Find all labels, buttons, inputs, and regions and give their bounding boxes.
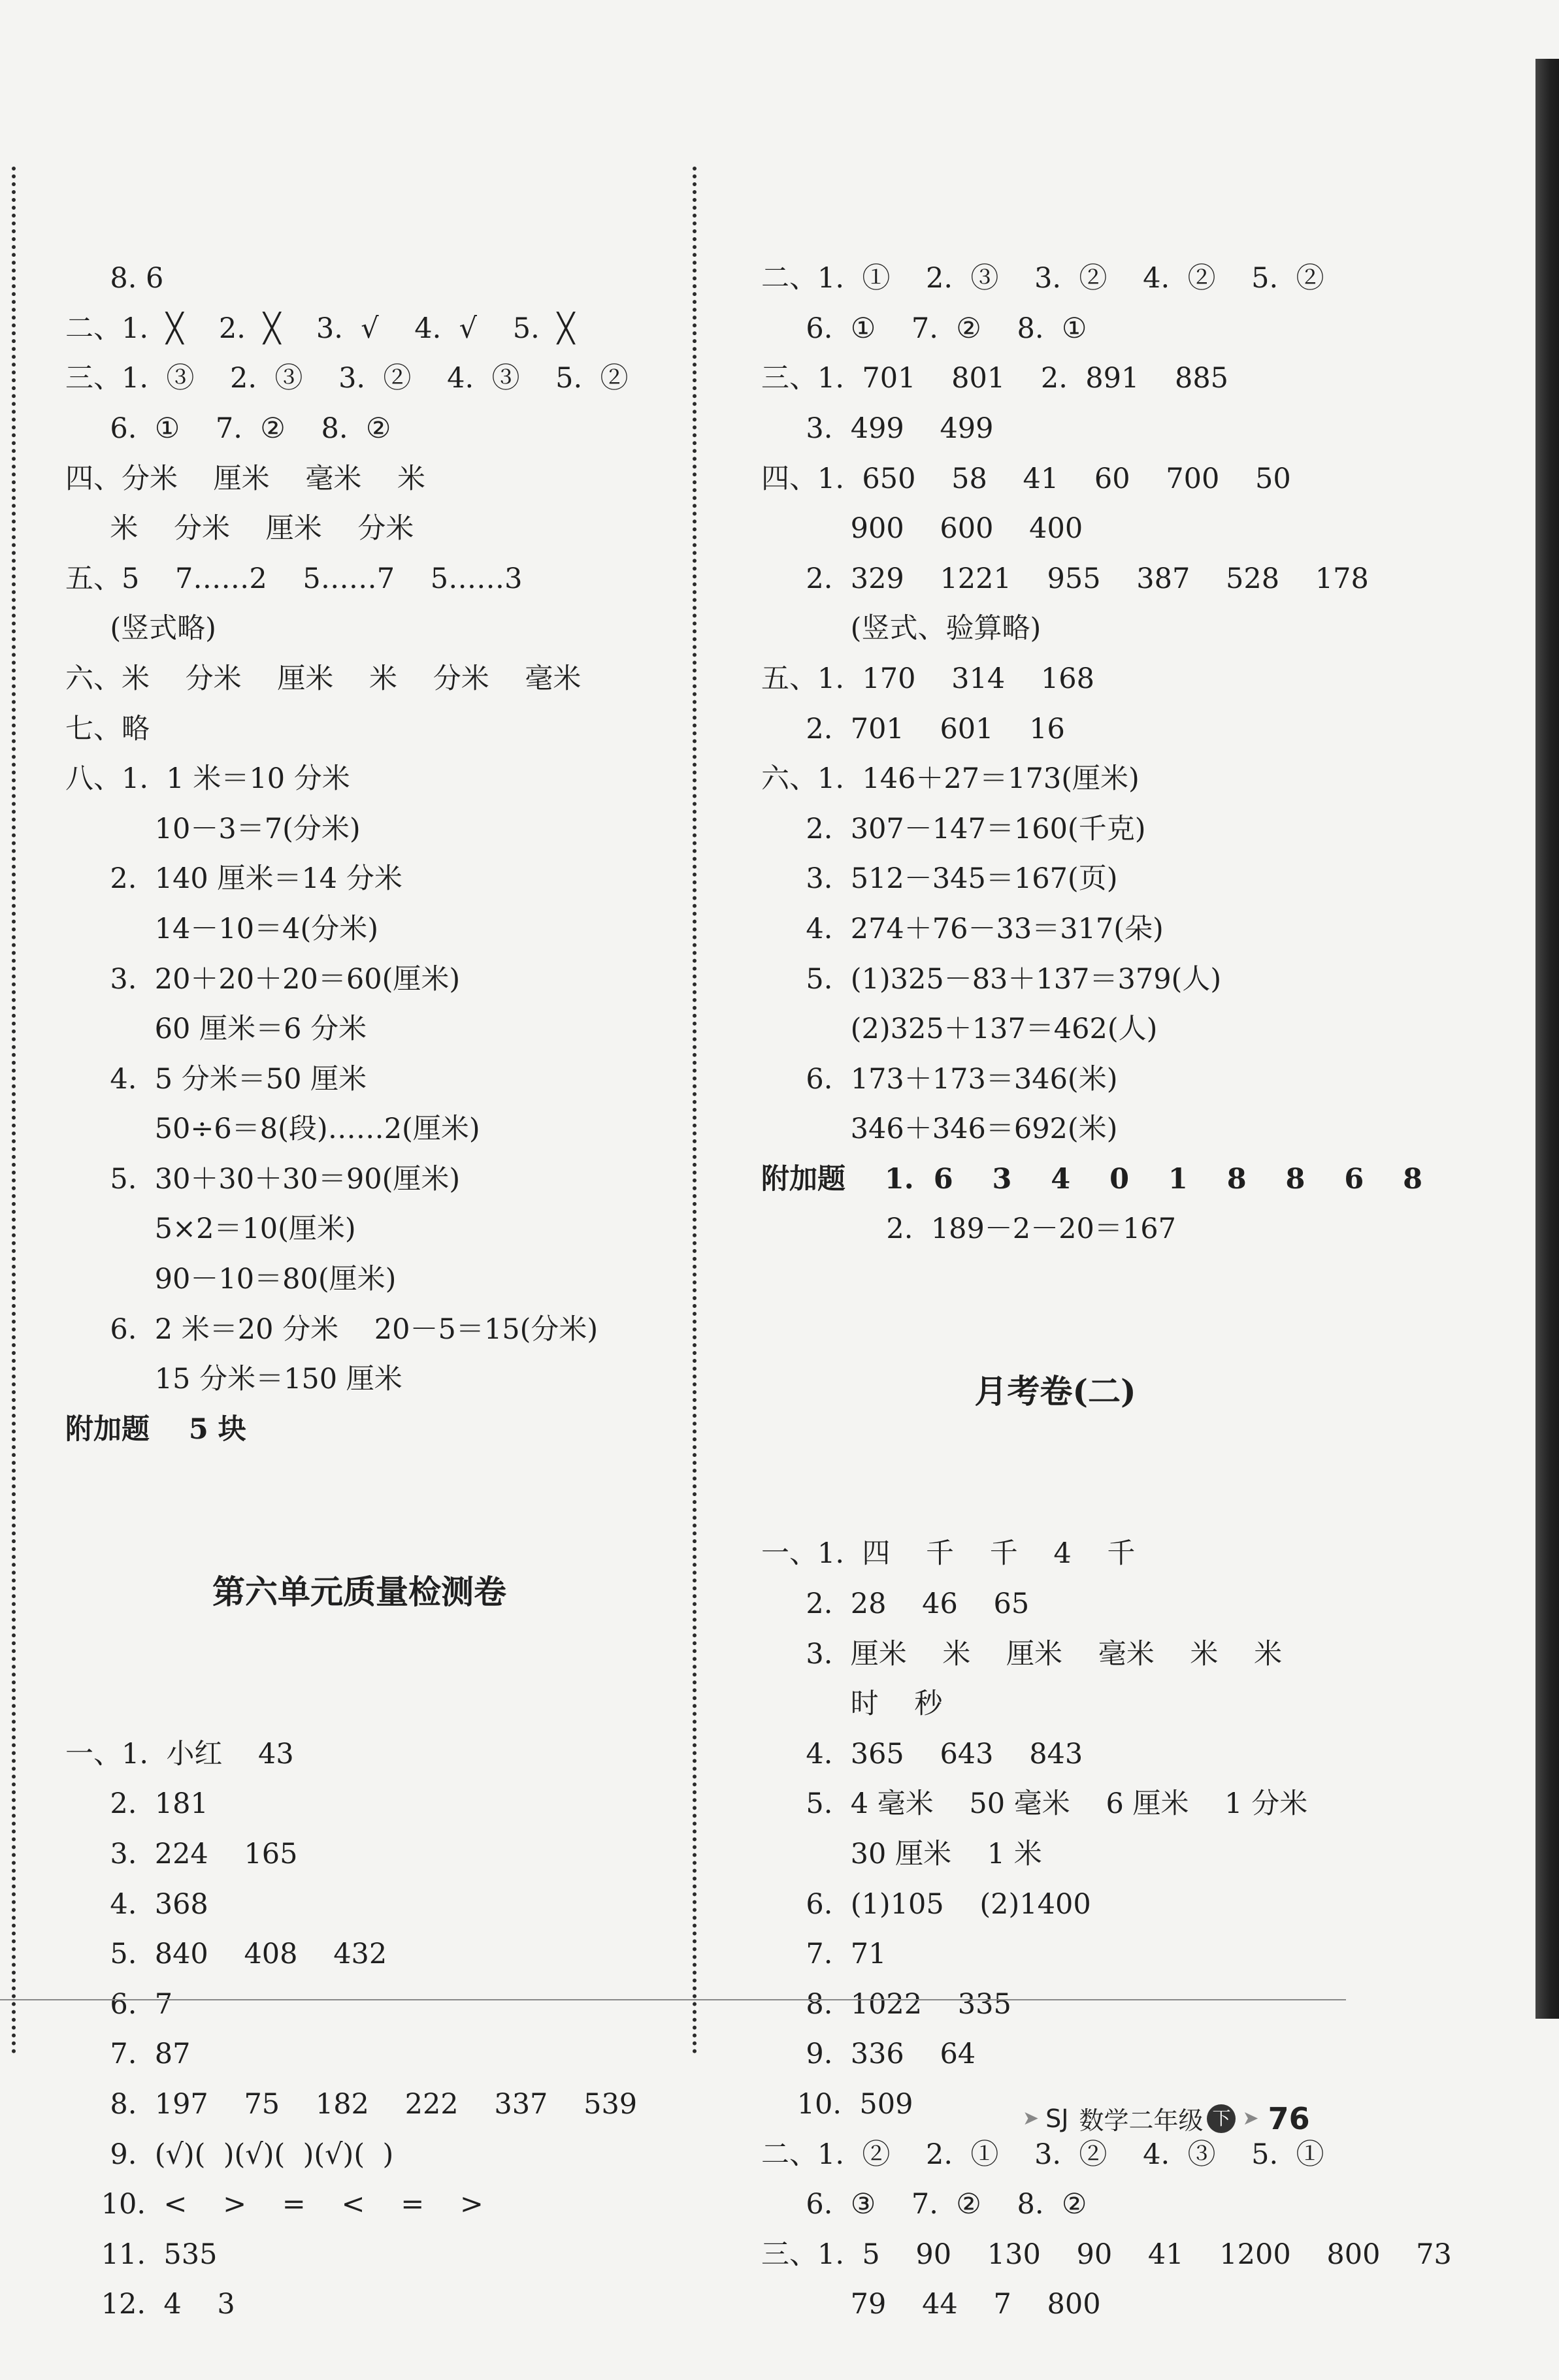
left-answer-column [65,154,653,2380]
answer-line: 5. 30＋30＋30＝90(厘米) [65,1162,461,1196]
right-answer-column [761,154,1452,2380]
middle-cut-line [693,167,697,2055]
answer-line: 79 44 7 800 [761,2288,1101,2321]
answer-line: 2. 181 [65,1787,208,1821]
bottom-rule [0,1999,1346,2000]
answer-line: 15 分米＝150 厘米 [65,1363,402,1396]
section-title-monthly-test: 月考卷(二) [974,1372,1136,1411]
answer-line: 2. 140 厘米＝14 分米 [65,862,402,896]
answer-line: 2. 189－2－20＝167 [761,1213,1176,1246]
answer-line: 六、米 分米 厘米 米 分米 毫米 [65,662,582,695]
answer-line: 三、1. 701 801 2. 891 885 [761,362,1229,395]
answer-line: 附加题 5 块 [65,1412,246,1446]
answer-line: 一、1. 四 千 千 4 千 [761,1537,1136,1571]
answer-line: 6. 2 米＝20 分米 20－5＝15(分米) [65,1312,599,1346]
section-title-unit6: 第六单元质量检测卷 [212,1572,506,1611]
answer-line: 3. 厘米 米 厘米 毫米 米 米 [761,1637,1283,1671]
answer-line: 米 分米 厘米 分米 [65,512,414,546]
page-number: 76 [1268,2100,1310,2136]
answer-line: 附加题 1. 6 3 4 0 1 8 8 6 8 [761,1162,1423,1196]
answer-line: 8. 1022 335 [761,1987,1011,2021]
answer-line: 2. 307－147＝160(千克) [761,812,1146,845]
answer-line: 14－10＝4(分米) [65,912,379,945]
answer-line: 10. 509 [761,2087,913,2121]
answer-line: 4. 365 643 843 [761,1737,1083,1770]
answer-line: 四、1. 650 58 41 60 700 50 [761,462,1291,495]
answer-line: 9. 336 64 [761,2038,976,2071]
left-answers-part-2 [65,1729,653,2330]
right-answers-part-1 [761,253,1423,1254]
answer-line: 2. 701 601 16 [761,712,1065,745]
answer-line: 5. (1)325－83＋137＝379(人) [761,962,1222,996]
answer-line: 4. 274＋76－33＝317(朵) [761,912,1164,945]
answer-line: 5. 4 毫米 50 毫米 6 厘米 1 分米 [761,1787,1308,1821]
answer-line: 2. 28 46 65 [761,1588,1030,1621]
answer-line: 6. 173＋173＝346(米) [761,1062,1118,1096]
answer-line: 6. (1)105 (2)1400 [761,1887,1091,1921]
subject-grade: 数学二年级 [1079,2106,1204,2135]
left-cut-line [12,167,16,2055]
volume-badge: 下 [1207,2104,1236,2133]
answer-line: 10. < > = < = > [65,2188,484,2221]
answer-line: 6. 7 [65,1987,173,2021]
answer-line: 七、略 [65,712,150,745]
answer-line: 3. 20＋20＋20＝60(厘米) [65,962,461,996]
arrow-icon: ➤ [1242,2107,1259,2130]
answer-line: 60 厘米＝6 分米 [65,1013,367,1046]
answer-line: 5×2＝10(厘米) [65,1213,356,1246]
answer-line: 一、1. 小红 43 [65,1737,294,1770]
answer-line: 二、1. ① 2. ③ 3. ② 4. ② 5. ② [761,262,1324,295]
answer-line: 六、1. 146＋27＝173(厘米) [761,762,1140,796]
answer-line: 6. ① 7. ② 8. ① [761,312,1087,345]
answer-line: 11. 535 [65,2238,218,2271]
answer-line: 90－10＝80(厘米) [65,1263,397,1296]
answer-line: 346＋346＝692(米) [761,1113,1118,1146]
answer-line: 八、1. 1 米＝10 分米 [65,762,350,796]
answer-line: 五、1. 170 314 168 [761,662,1094,695]
answer-line: 30 厘米 1 米 [761,1838,1042,1870]
answer-line: 10－3＝7(分米) [65,812,361,845]
answer-line: 6. ① 7. ② 8. ② [65,412,391,445]
answer-line: 6. ③ 7. ② 8. ② [761,2188,1087,2221]
answer-line: 3. 499 499 [761,412,994,445]
answer-line: 时 秒 [761,1687,943,1721]
left-answers-part-1 [65,253,653,1454]
answer-line: 5. 840 408 432 [65,1938,387,1971]
answer-line: 9. (√)( )(√)( )(√)( ) [65,2138,394,2171]
answer-line: 二、1. ╳ 2. ╳ 3. √ 4. √ 5. ╳ [65,312,574,345]
series-code: SJ [1045,2104,1069,2133]
answer-line: 12. 4 3 [65,2288,235,2321]
answer-line: 8. 197 75 182 222 337 539 [65,2087,638,2121]
right-answers-part-2 [761,1529,1452,2330]
answer-line: 2. 329 1221 955 387 528 178 [761,562,1369,595]
answer-line: 50÷6＝8(段)……2(厘米) [65,1113,480,1146]
answer-line: 二、1. ② 2. ① 3. ② 4. ③ 5. ① [761,2138,1324,2171]
answer-line: 3. 512－345＝167(页) [761,862,1118,896]
answer-line: 7. 71 [761,1938,887,1971]
answer-line: 三、1. ③ 2. ③ 3. ② 4. ③ 5. ② [65,362,629,395]
answer-line: (竖式、验算略) [761,612,1042,645]
answer-line: 四、分米 厘米 毫米 米 [65,462,426,495]
answer-line: 8. 6 [65,262,164,295]
answer-line: 3. 224 165 [65,1838,298,1870]
answer-line: 4. 368 [65,1887,208,1921]
answer-line: 900 600 400 [761,512,1083,546]
answer-line: 7. 87 [65,2038,191,2071]
answer-line: 4. 5 分米＝50 厘米 [65,1062,367,1096]
page-footer [1016,2100,1310,2136]
answer-line: 三、1. 5 90 130 90 41 1200 800 73 [761,2238,1452,2271]
answer-line: 五、5 7……2 5……7 5……3 [65,562,523,595]
page-binding-edge [1535,59,1559,2019]
answer-line: (2)325＋137＝462(人) [761,1013,1158,1046]
answer-line: (竖式略) [65,612,216,645]
arrow-icon: ➤ [1023,2107,1040,2130]
